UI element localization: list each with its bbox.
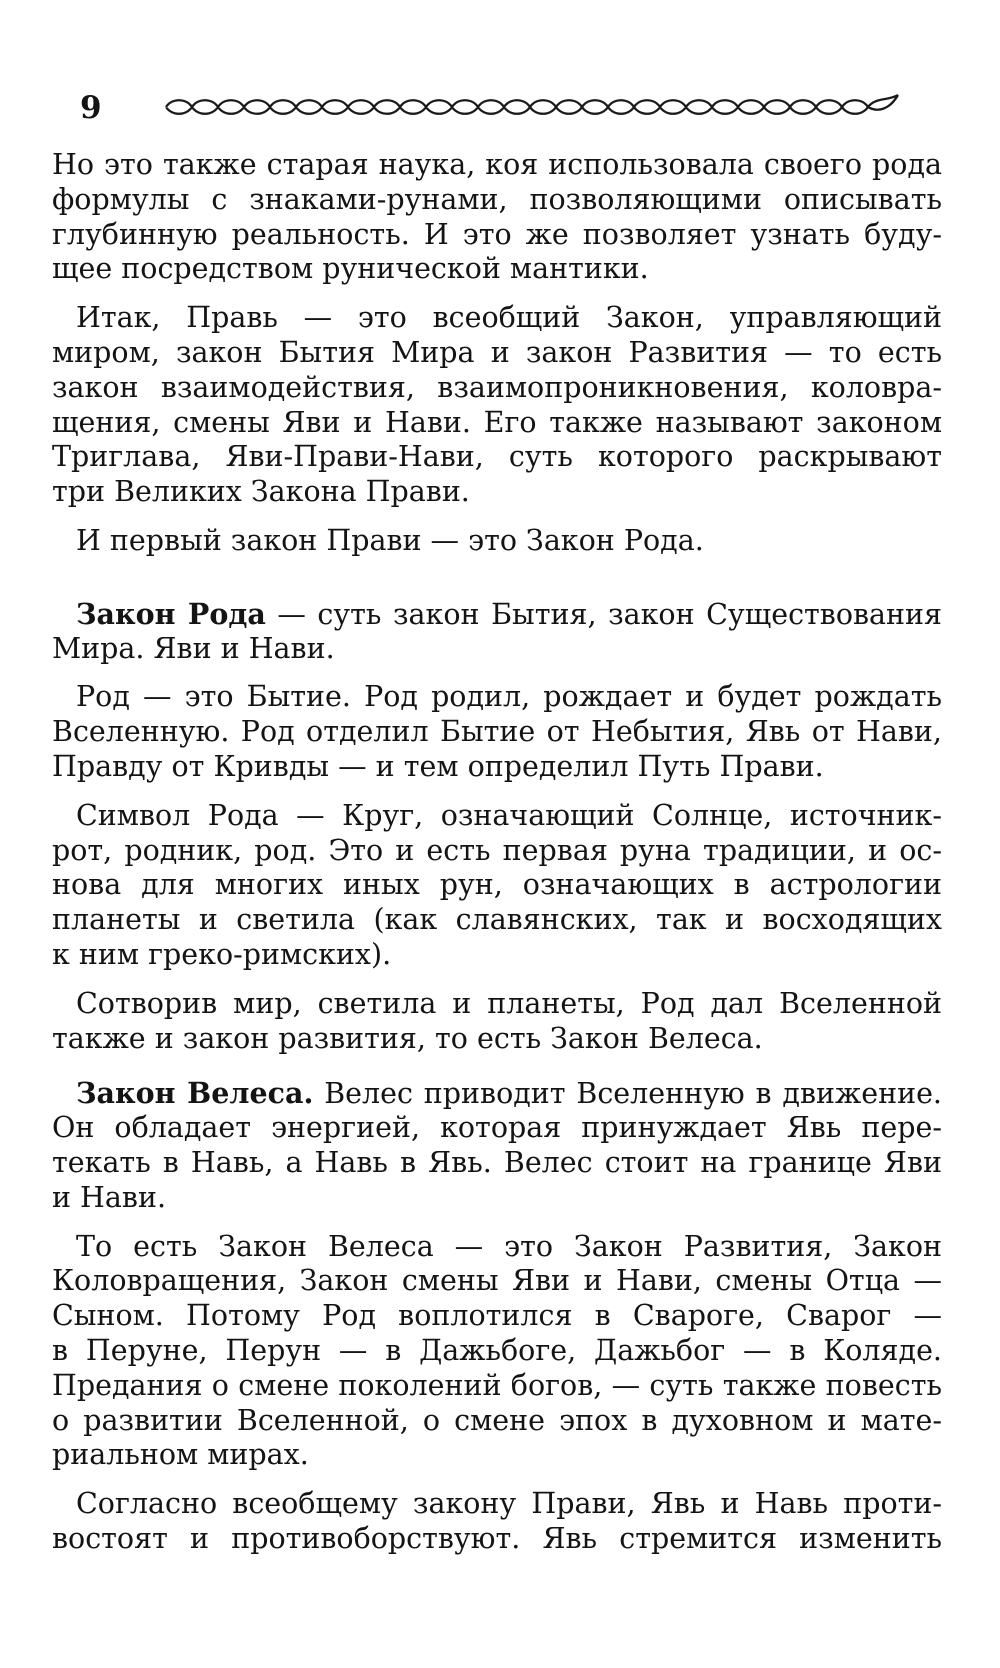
section-heading: Закон Велеса. (76, 1076, 314, 1111)
ornament-rule (162, 92, 922, 122)
text-line: Род — это Бытие. Род родил, рождает и будет рождать (76, 680, 942, 714)
text-line: Триглава, Яви-Прави-Нави, суть которого раскрывают (52, 440, 942, 474)
text-line: Но это также старая наука, коя использовала своего рода (52, 148, 942, 181)
text-line: и Нави. (52, 1180, 166, 1214)
text-line: планеты и светила (как славянских, так и восходящих (52, 903, 942, 937)
text-line: Символ Рода — Круг, означающий Солнце, источник- (76, 798, 942, 832)
body-text (52, 148, 942, 1557)
text-line: три Великих Закона Прави. (52, 475, 470, 509)
text-line: Сотворив мир, светила и планеты, Род дал Вселенной (76, 986, 942, 1020)
text-line: Коловращения, Закон смены Яви и Нави, смены Отца — (52, 1264, 942, 1298)
text-line: Закон Велеса. Велес приводит Вселенную в движение. (76, 1076, 942, 1111)
text-line: Согласно всеобщему закону Прави, Явь и Навь проти- (76, 1487, 942, 1521)
text-line: к ним греко-римских). (52, 937, 392, 971)
page-header (40, 88, 950, 128)
text-line: Правду от Кривды — и тем определил Путь Прави. (52, 749, 824, 783)
text-line: щения, смены Яви и Нави. Его также называют законом (52, 405, 942, 439)
text-line: глубинную реальность. И это же позволяет узнать буду- (52, 217, 942, 251)
text-line: Мира. Яви и Нави. (52, 631, 335, 665)
text-line: Закон Рода — суть закон Бытия, закон Существования (76, 596, 943, 631)
text-line: Сыном. Потому Род воплотился в Свароге, Сварог — (52, 1299, 942, 1333)
text-line: формулы с знаками-рунами, позволяющими описывать (52, 182, 942, 216)
text-line: Он обладает энергией, которая принуждает Явь пере- (52, 1111, 942, 1145)
section-heading: Закон Рода (76, 596, 266, 631)
text-line: риальном мирах. (52, 1438, 309, 1472)
text-line: щее посредством рунической мантики. (52, 252, 649, 286)
page-number: 9 (80, 90, 102, 126)
text-line: текать в Навь, а Навь в Явь. Велес стоит на границе Яви (52, 1145, 942, 1179)
text-line: Предания о смене поколений богов, — суть также повесть (52, 1368, 942, 1402)
text-line: о развитии Вселенной, о смене эпох в духовном и мате- (52, 1403, 942, 1437)
text-line: востоят и противоборствуют. Явь стремится изменить (52, 1521, 942, 1555)
text-line: Итак, Правь — это всеобщий Закон, управляющий (76, 301, 942, 335)
text-line: И первый закон Прави — это Закон Рода. (76, 523, 704, 557)
text-line: в Перуне, Перун — в Дажьбоге, Дажьбог — в Коляде. (52, 1333, 942, 1367)
text-line: Вселенную. Род отделил Бытие от Небытия, Явь от Нави, (52, 715, 942, 749)
text-line: миром, закон Бытия Мира и закон Развития — то есть (52, 335, 942, 369)
text-line: нова для многих иных рун, означающих в астрологии (52, 868, 942, 902)
text-line: рот, родник, род. Это и есть первая руна традиции, и ос- (52, 833, 942, 867)
text-line: также и закон развития, то есть Закон Велеса. (52, 1021, 763, 1055)
text-line: закон взаимодействия, взаимопроникновения, коловра- (52, 370, 942, 404)
text-line: То есть Закон Велеса — это Закон Развития, Закон (76, 1229, 942, 1263)
